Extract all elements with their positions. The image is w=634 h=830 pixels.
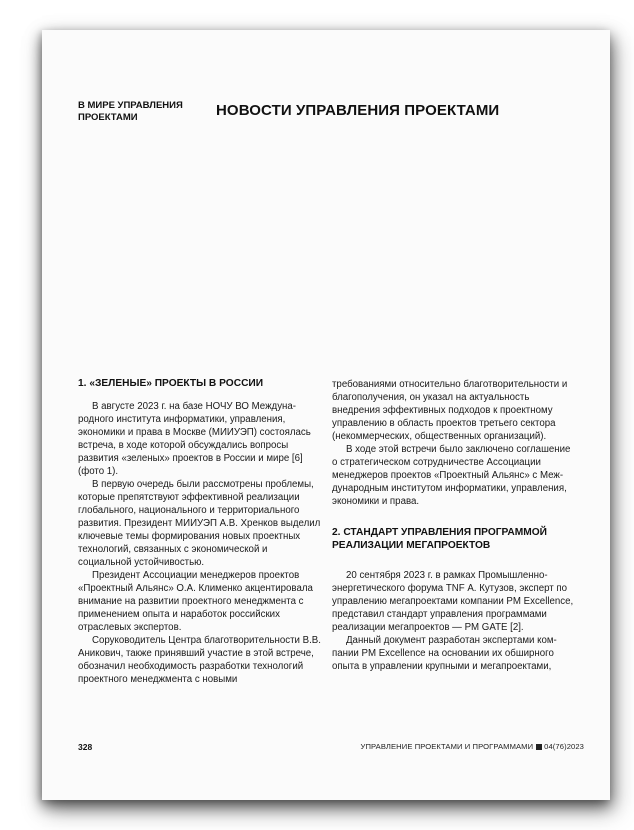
journal-footer (361, 742, 584, 751)
paragraph: Данный документ разработан экспертами компании PM Excellence на основании их обширного опыта в управлении крупными и мегапроектами, (332, 635, 557, 672)
right-column (332, 378, 576, 673)
paragraph: 20 сентября 2023 г. в рамках Промышленно-энергетического форума TNF А. Кутузов, эксперт по управлению мегапроектами компании PM Excellence, представил стандарт управления программами реализации мегапроектов — PM GATE [2]. (332, 570, 574, 633)
document-page (42, 30, 610, 800)
paragraph: В ходе этой встречи было заключено соглашение о стратегическом сотрудничестве Ассоциации менеджеров проектов «Проектный Альянс» с Международным институтом информатики, управления, экономики и права. (332, 444, 571, 507)
left-column (78, 377, 322, 686)
paragraph: Президент Ассоциации менеджеров проектов «Проектный Альянс» О.А. Клименко акцентировала внимание на развитии проектного менеджмента с применением опыта и наработок российских отраслевых экспертов. (78, 570, 313, 633)
section-heading-megaprojects-standard: 2. СТАНДАРТ УПРАВЛЕНИЯ ПРОГРАММОЙ РЕАЛИЗАЦИИ МЕГАПРОЕКТОВ (332, 527, 548, 551)
page-number: 328 (78, 742, 93, 752)
page-title: НОВОСТИ УПРАВЛЕНИЯ ПРОЕКТАМИ (216, 102, 500, 119)
paragraph: В августе 2023 г. на базе НОЧУ ВО Международного института информатики, управления, экономики и права в Москве (МИИУЭП) состоялась встреча, в ходе которой обсуждались вопросы развития «зеленых» проектов в России и мире [6] (фото 1). (78, 401, 311, 477)
issue-number: 04(76)2023 (544, 742, 584, 751)
square-bullet-icon (536, 744, 542, 750)
paragraph-continuation: требованиями относительно благотворительности и благополучения, он указал на актуальность внедрения эффективных подходов к проектному управлению в область проектов третьего сектора (некоммерческих, общественных организаций). (332, 379, 568, 442)
journal-name: УПРАВЛЕНИЕ ПРОЕКТАМИ И ПРОГРАММАМИ (360, 742, 534, 751)
section-heading-green-projects: 1. «ЗЕЛЕНЫЕ» ПРОЕКТЫ В РОССИИ (78, 378, 264, 389)
paragraph: Соруководитель Центра благотворительности В.В. Аникович, также принявший участие в этой встрече, обозначил необходимость разработки технологий проектного менеджмента с новыми (78, 635, 321, 685)
section-label: В МИРЕ УПРАВЛЕНИЯ ПРОЕКТАМИ (78, 100, 183, 123)
paragraph: В первую очередь были рассмотрены проблемы, которые препятствуют эффективной реализации глобального, национального и территориального развития. Президент МИИУЭП А.В. Хренков выделил ключевые темы формирования новых проектных технологий, связанных с экономической и социальной устойчивостью. (78, 479, 321, 568)
